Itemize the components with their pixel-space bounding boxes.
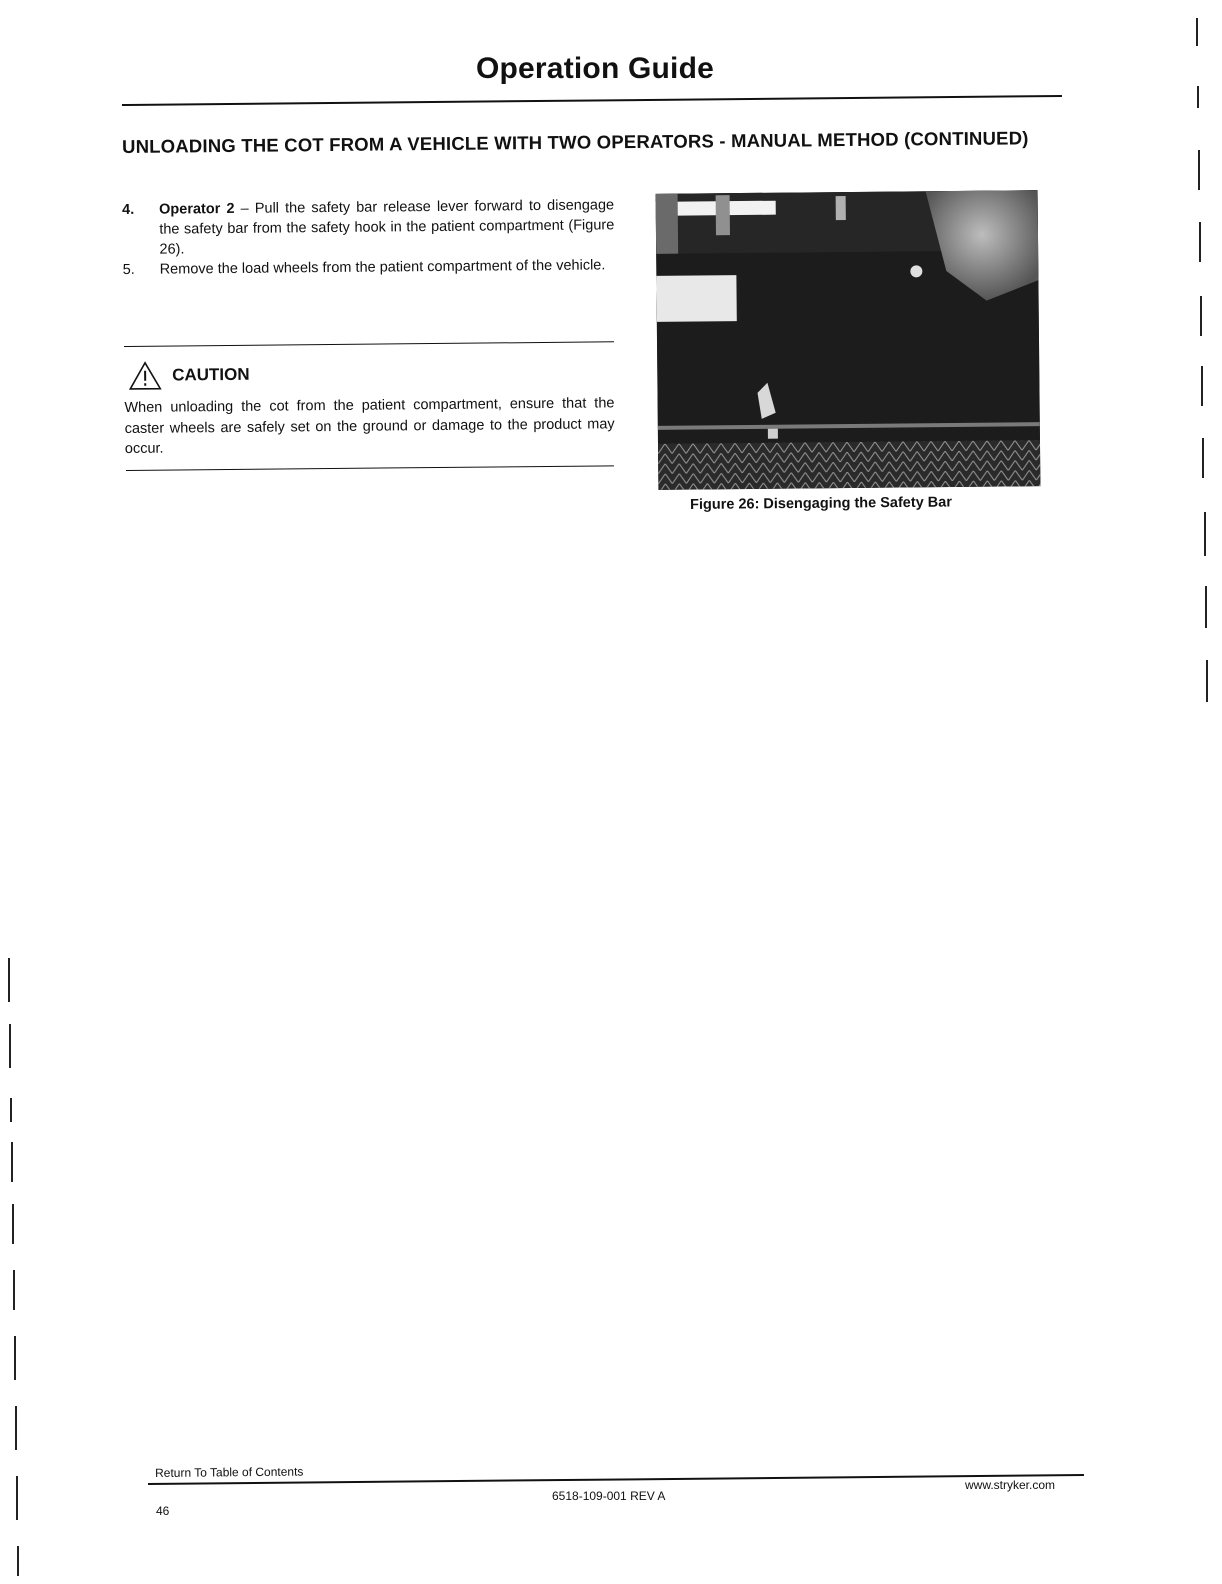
website-link[interactable]: www.stryker.com bbox=[965, 1478, 1056, 1492]
figure-photo bbox=[656, 190, 1041, 490]
title-divider bbox=[122, 95, 1062, 106]
caution-box bbox=[124, 355, 615, 459]
step-number: 5. bbox=[122, 261, 135, 278]
scan-mark bbox=[1204, 512, 1206, 556]
procedure-steps bbox=[122, 195, 615, 280]
caution-text: When unloading the cot from the patient compartment, ensure that the caster wheels are safely set on the ground or damage to the product may occur. bbox=[124, 395, 615, 457]
photo-illustration bbox=[656, 190, 1041, 490]
scan-mark bbox=[14, 1336, 16, 1380]
caution-header bbox=[124, 355, 614, 392]
step-lead: Operator 2 bbox=[159, 200, 235, 218]
scan-mark bbox=[1198, 150, 1200, 190]
table-of-contents-link[interactable]: Return To Table of Contents bbox=[155, 1464, 304, 1480]
document-number: 6518-109-001 REV A bbox=[552, 1489, 666, 1503]
section-heading: UNLOADING THE COT FROM A VEHICLE WITH TWO OPERATORS - MANUAL METHOD (CONTINUED) bbox=[122, 127, 1029, 157]
scan-mark bbox=[1197, 86, 1199, 108]
step-text bbox=[160, 255, 615, 279]
warning-triangle-icon bbox=[128, 361, 162, 391]
step-body: Remove the load wheels from the patient compartment of the vehicle. bbox=[159, 257, 606, 278]
page-number: 46 bbox=[156, 1504, 170, 1518]
figure-caption: Figure 26: Disengaging the Safety Bar bbox=[690, 494, 953, 513]
step-item bbox=[122, 195, 615, 260]
scan-mark bbox=[16, 1476, 18, 1520]
scan-mark bbox=[1206, 660, 1208, 702]
scan-mark bbox=[9, 1024, 11, 1068]
scan-mark bbox=[1200, 296, 1202, 336]
scan-mark bbox=[10, 1098, 12, 1122]
scan-mark bbox=[8, 958, 10, 1002]
scan-mark bbox=[1196, 18, 1198, 46]
step-number: 4. bbox=[122, 201, 135, 218]
scan-mark bbox=[11, 1142, 13, 1182]
scan-mark bbox=[1201, 366, 1203, 406]
scan-mark bbox=[1202, 438, 1204, 478]
caution-label: CAUTION bbox=[172, 364, 250, 385]
scan-mark bbox=[17, 1546, 19, 1576]
step-item bbox=[123, 255, 615, 280]
scan-mark bbox=[12, 1204, 14, 1244]
step-body: – Pull the safety bar release lever forward to disengage the safety bar from the safety hook in the patient compartment (Figure 26). bbox=[159, 197, 615, 258]
scan-mark bbox=[13, 1270, 15, 1310]
caution-bottom-rule bbox=[126, 465, 614, 471]
scan-mark bbox=[1205, 586, 1207, 628]
caution-top-rule bbox=[124, 341, 614, 347]
scan-mark bbox=[1199, 222, 1201, 262]
scan-mark bbox=[15, 1406, 17, 1450]
step-text bbox=[159, 195, 615, 259]
page-title: Operation Guide bbox=[475, 52, 715, 85]
